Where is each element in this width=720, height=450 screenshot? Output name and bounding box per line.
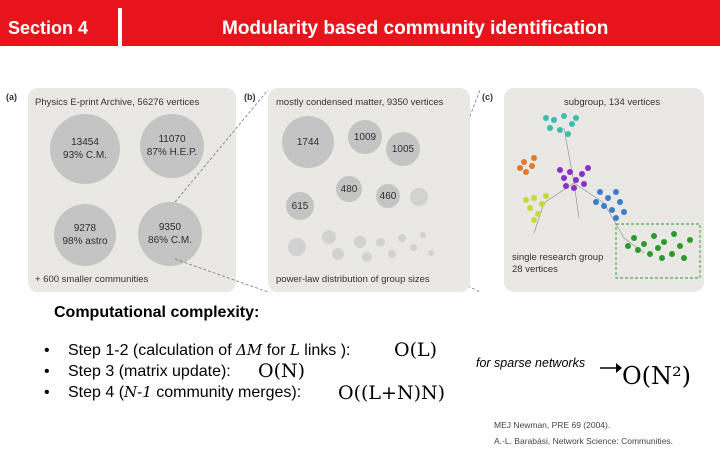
community-size: 460 (379, 190, 397, 202)
community-figure (0, 84, 720, 294)
community-label: 87% H.E.P. (146, 147, 198, 158)
panel-c-caption-line2: 28 vertices (512, 264, 558, 275)
step1-complexity: O(L) (394, 339, 438, 361)
step3-complexity: O((L+N)N) (338, 382, 446, 404)
delta-m-symbol: ΔM (236, 341, 263, 359)
bullet: • (44, 363, 50, 380)
panel-b-footer: power-law distribution of group sizes (276, 274, 430, 285)
small-community-bubble (376, 238, 385, 247)
bullet: • (44, 342, 50, 359)
panel-b-title: mostly condensed matter, 9350 vertices (276, 97, 444, 108)
sparse-network-note: for sparse networks (476, 356, 586, 370)
community-size: 1744 (296, 136, 320, 148)
small-community-bubble (410, 188, 428, 206)
panel-a-footer: + 600 smaller communities (35, 274, 149, 285)
small-community-bubble (398, 234, 406, 242)
community-bubble (282, 116, 334, 168)
community-bubble (286, 192, 314, 220)
small-community-bubble (332, 248, 344, 260)
step-item (44, 340, 351, 361)
step-item (44, 382, 351, 403)
community-size: 9350 (158, 222, 182, 233)
step-text: Step 1-2 (calculation of (68, 342, 237, 359)
step2-complexity: O(N) (258, 360, 306, 382)
community-bubble (376, 184, 400, 208)
small-community-bubble (354, 236, 366, 248)
panel-b-letter: (b) (244, 92, 256, 102)
links-symbol: L (289, 341, 300, 359)
reference-newman: MEJ Newman, PRE 69 (2004). (494, 420, 611, 430)
step-text: for (262, 342, 290, 359)
community-label: 93% C.M. (63, 150, 107, 161)
slide-title: Modularity based community identification (222, 18, 609, 39)
panel-b (268, 88, 470, 292)
merge-count-symbol: N-1 (124, 383, 152, 401)
bullet: • (44, 384, 50, 401)
sparse-complexity: O(N²) (622, 362, 692, 390)
community-label: 86% C.M. (148, 235, 192, 246)
small-community-bubble (420, 232, 426, 238)
step-text: links ): (299, 342, 351, 359)
community-size: 1005 (391, 143, 415, 155)
community-size: 13454 (71, 137, 99, 148)
community-size: 615 (291, 200, 309, 212)
panel-c (504, 88, 704, 292)
complexity-heading: Computational complexity: (54, 304, 260, 321)
panel-c-letter: (c) (482, 92, 493, 102)
arrow-right-icon (600, 360, 622, 376)
community-bubble (348, 120, 382, 154)
small-community-bubble (322, 230, 336, 244)
section-tab (0, 8, 122, 46)
panel-c-title: subgroup, 134 vertices (564, 97, 661, 108)
panel-a-title: Physics E-print Archive, 56276 vertices (35, 97, 200, 108)
community-size: 1009 (353, 131, 377, 143)
panel-a-letter: (a) (6, 92, 17, 102)
step-text: Step 4 ( (68, 384, 125, 401)
step-text: community merges): (151, 384, 302, 401)
small-community-bubble (428, 250, 434, 256)
section-label: Section 4 (8, 18, 89, 38)
small-community-bubble (410, 244, 417, 251)
community-size: 9278 (73, 223, 97, 234)
small-community-bubble (388, 250, 396, 258)
reference-barabasi: A.-L. Barabási, Network Science: Communities. (494, 436, 674, 446)
panel-c-caption-line1: single research group (512, 252, 604, 263)
small-community-bubble (362, 252, 372, 262)
community-size: 480 (340, 183, 358, 195)
step-text: Step 3 (matrix update): (68, 363, 231, 380)
community-bubble (336, 176, 362, 202)
small-community-bubble (288, 238, 306, 256)
community-label: 98% astro (62, 236, 108, 247)
community-size: 11070 (158, 134, 186, 145)
community-bubble (386, 132, 420, 166)
